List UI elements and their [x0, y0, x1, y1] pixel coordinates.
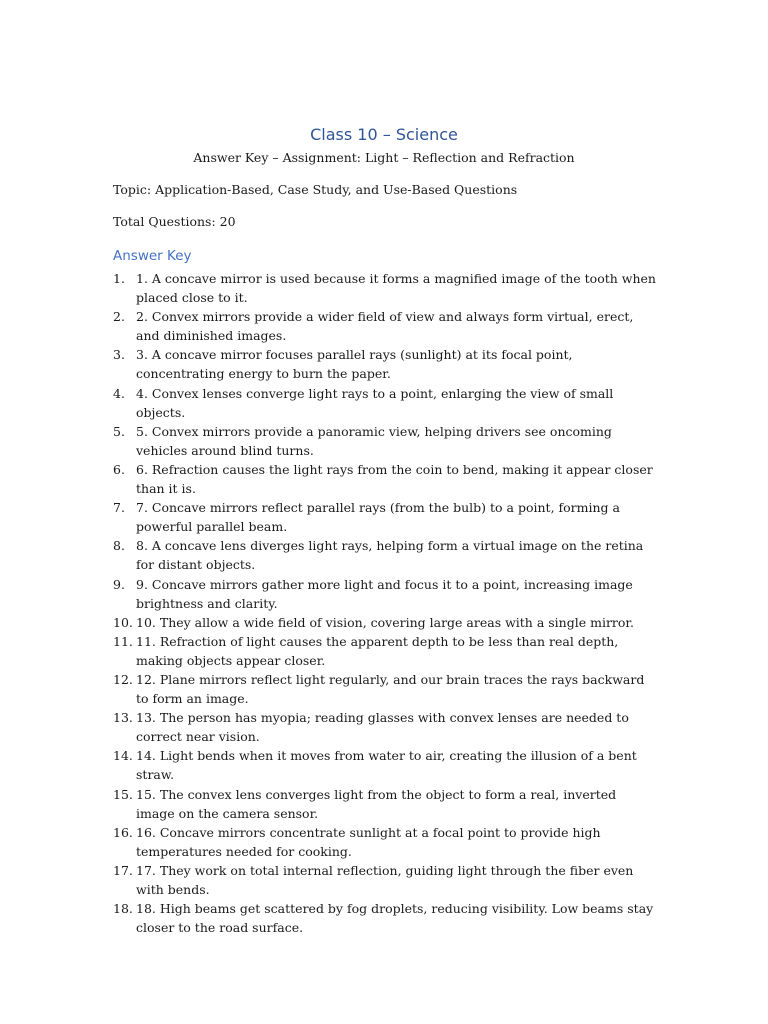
list-item-number: 16. [113, 824, 133, 840]
list-item-text: 14. Light bends when it moves from water to air, creating the illusion of a bent straw. [136, 748, 637, 783]
list-item [113, 307, 658, 345]
list-item-number: 9. [113, 576, 125, 592]
topic-line: Topic: Application-Based, Case Study, and Use-Based Questions [113, 182, 518, 197]
list-item [113, 345, 658, 383]
list-item-number: 14. [113, 748, 133, 764]
list-item [113, 384, 658, 422]
list-item-number: 18. [113, 901, 133, 917]
list-item-text: 3. A concave mirror focuses parallel rays (sunlight) at its focal point, concentrating energy to burn the paper. [136, 347, 573, 382]
answer-key-heading: Answer Key [113, 248, 192, 264]
list-item [113, 861, 658, 899]
list-item [113, 536, 658, 574]
list-item [113, 422, 658, 460]
list-item-number: 12. [113, 671, 133, 687]
list-item [113, 575, 658, 613]
list-item-number: 15. [113, 786, 133, 802]
list-item-number: 8. [113, 538, 125, 554]
total-questions-line: Total Questions: 20 [113, 214, 236, 229]
list-item-text: 15. The convex lens converges light from the object to form a real, inverted image on the camera sensor. [136, 786, 617, 821]
list-item [113, 632, 658, 670]
list-item-text: 1. A concave mirror is used because it forms a magnified image of the tooth when placed close to it. [136, 271, 656, 306]
list-item-text: 6. Refraction causes the light rays from the coin to bend, making it appear closer than it is. [136, 461, 653, 497]
list-item-number: 13. [113, 710, 133, 726]
list-item [113, 460, 658, 498]
list-item [113, 613, 658, 632]
list-item-number: 17. [113, 862, 133, 878]
list-item-number: 3. [113, 347, 125, 363]
document-title: Class 10 – Science [310, 125, 458, 144]
list-item-number: 10. [113, 614, 133, 630]
list-item [113, 498, 658, 536]
list-item-text: 5. Convex mirrors provide a panoramic view, helping drivers see oncoming vehicles around blind turns. [136, 423, 612, 458]
list-item [113, 746, 658, 784]
list-item-number: 4. [113, 385, 125, 401]
list-item-text: 12. Plane mirrors reflect light regularly, and our brain traces the rays backward to form an image. [136, 671, 645, 707]
list-item [113, 269, 658, 307]
list-item-number: 6. [113, 461, 125, 477]
list-item-number: 1. [113, 271, 125, 286]
list-item [113, 823, 658, 861]
list-item-text: 13. The person has myopia; reading glasses with convex lenses are needed to correct near vision. [136, 710, 629, 745]
list-item-text: 10. They allow a wide field of vision, covering large areas with a single mirror. [136, 614, 634, 630]
list-item-text: 18. High beams get scattered by fog droplets, reducing visibility. Low beams stay closer to the road surface. [136, 901, 654, 936]
list-item-text: 11. Refraction of light causes the apparent depth to be less than real depth, making objects appear closer. [136, 633, 619, 668]
list-item-text: 7. Concave mirrors reflect parallel rays (from the bulb) to a point, forming a powerful parallel beam. [136, 500, 620, 535]
list-item-text: 9. Concave mirrors gather more light and focus it to a point, increasing image brightness and clarity. [136, 576, 633, 611]
list-item-text: 17. They work on total internal reflection, guiding light through the fiber even with bends. [136, 862, 634, 897]
list-item-text: 16. Concave mirrors concentrate sunlight at a focal point to provide high temperatures needed for cooking. [136, 824, 601, 859]
list-item-text: 4. Convex lenses converge light rays to a point, enlarging the view of small objects. [136, 385, 614, 420]
list-item [113, 899, 658, 937]
list-item-number: 11. [113, 633, 133, 649]
list-item [113, 670, 658, 708]
list-item-number: 2. [113, 309, 125, 325]
list-item-number: 7. [113, 500, 125, 516]
document-subtitle: Answer Key – Assignment: Light – Reflection and Refraction [193, 150, 575, 165]
list-item [113, 785, 658, 823]
list-item-number: 5. [113, 423, 125, 439]
list-item-text: 8. A concave lens diverges light rays, helping form a virtual image on the retina for distant objects. [136, 538, 644, 573]
list-item-text: 2. Convex mirrors provide a wider field of view and always form virtual, erect, and diminished images. [136, 309, 634, 344]
list-item [113, 708, 658, 746]
answer-list [113, 269, 658, 937]
